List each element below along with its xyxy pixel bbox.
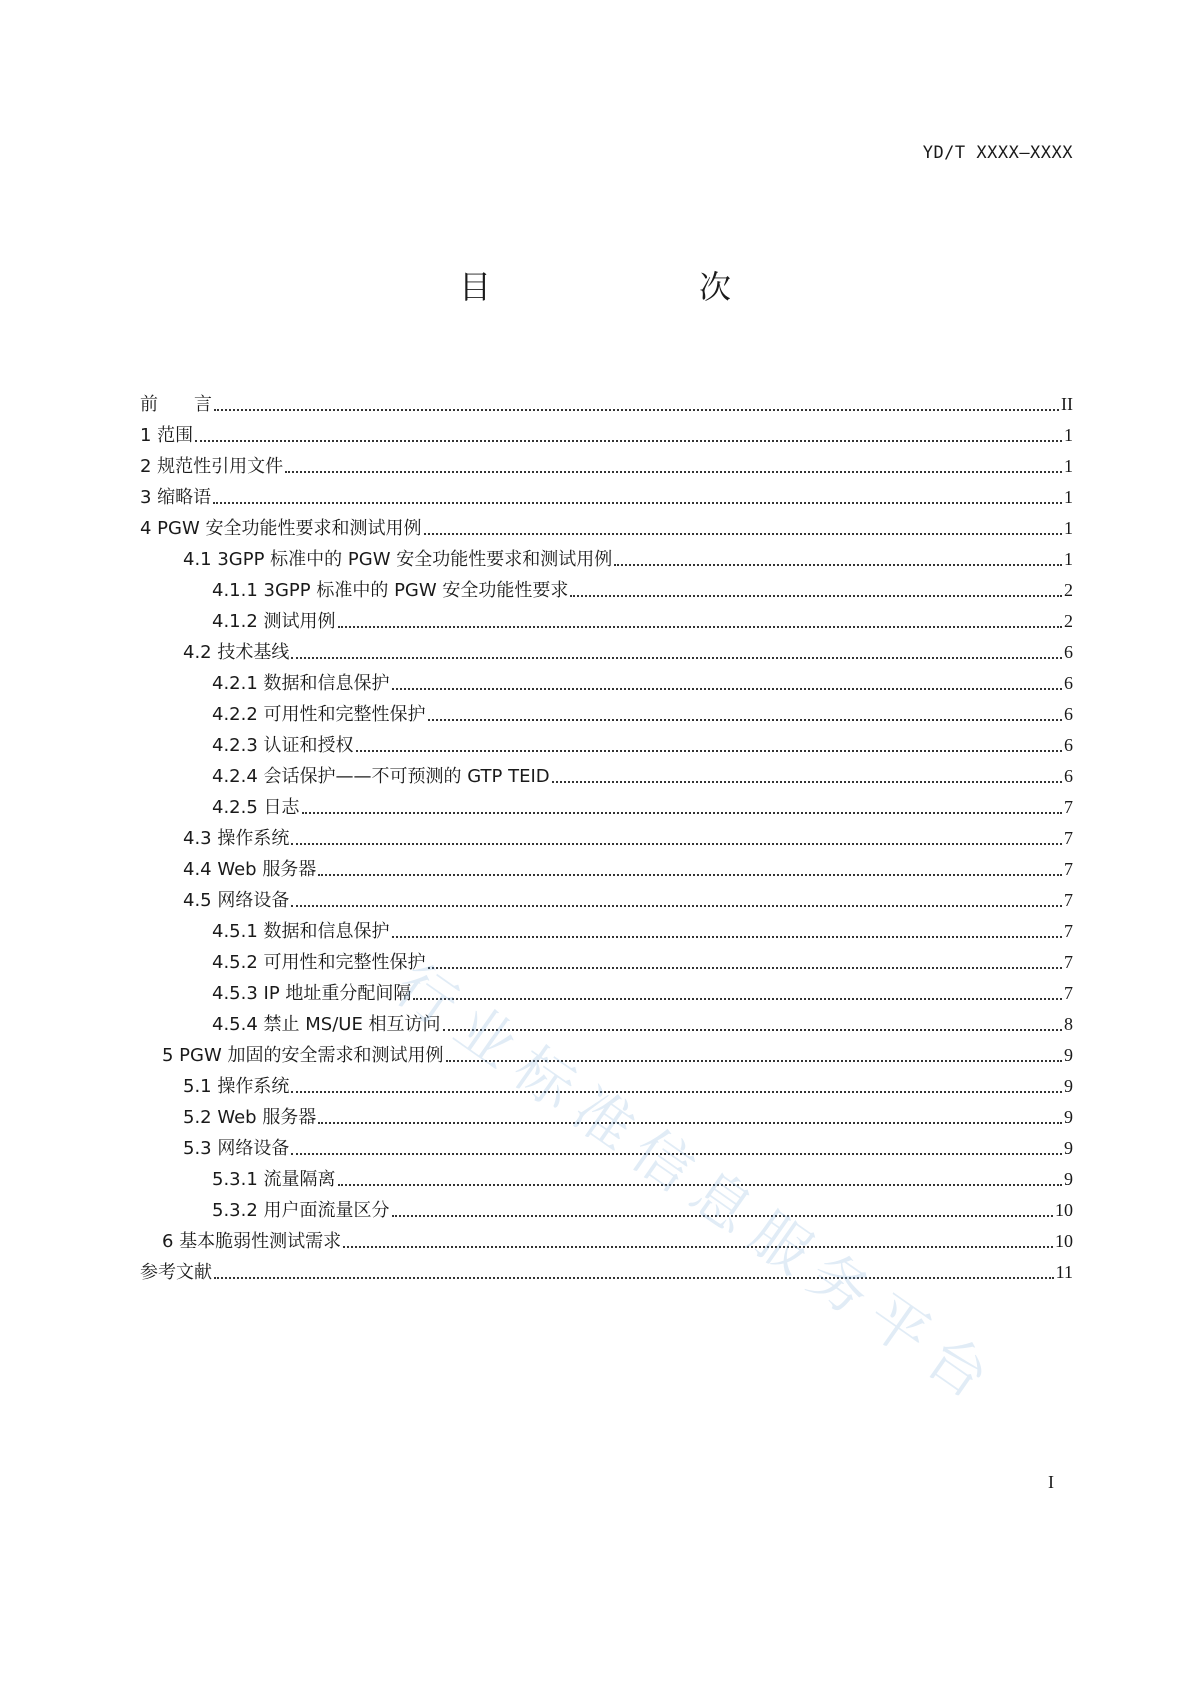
toc-entry-title: 4.5.1 数据和信息保护 bbox=[212, 921, 390, 942]
toc-leader-dots bbox=[413, 997, 1062, 1000]
toc-entry[interactable] bbox=[140, 1133, 1073, 1164]
toc-leader-dots bbox=[285, 470, 1062, 473]
toc-entry-page: 7 bbox=[1064, 921, 1073, 941]
toc-entry-title: 4.3 操作系统 bbox=[183, 828, 290, 849]
toc-leader-dots bbox=[614, 563, 1062, 566]
toc-leader-dots bbox=[291, 1090, 1062, 1093]
page-number: I bbox=[1048, 1472, 1054, 1492]
toc-entry-page: 10 bbox=[1055, 1200, 1073, 1220]
toc-leader-dots bbox=[570, 594, 1062, 597]
toc-entry-title: 5.2 Web 服务器 bbox=[183, 1107, 317, 1128]
toc-entry-title: 5.3.1 流量隔离 bbox=[212, 1169, 336, 1190]
toc-entry-page: 9 bbox=[1064, 1169, 1073, 1189]
toc-entry-page: 7 bbox=[1064, 890, 1073, 910]
toc-entry-title: 4 PGW 安全功能性要求和测试用例 bbox=[140, 518, 422, 539]
toc-entry[interactable] bbox=[140, 1195, 1073, 1226]
toc-entry-title: 4.2 技术基线 bbox=[183, 642, 290, 663]
toc-entry[interactable] bbox=[140, 668, 1073, 699]
toc-leader-dots bbox=[428, 966, 1062, 969]
toc-entry-title: 5 PGW 加固的安全需求和测试用例 bbox=[162, 1045, 444, 1066]
toc-entry[interactable] bbox=[140, 730, 1073, 761]
toc-entry[interactable] bbox=[140, 637, 1073, 668]
toc-leader-dots bbox=[291, 904, 1062, 907]
toc-entry[interactable] bbox=[140, 420, 1073, 451]
toc-entry-title: 4.2.1 数据和信息保护 bbox=[212, 673, 390, 694]
toc-entry-title: 5.3 网络设备 bbox=[183, 1138, 290, 1159]
toc-leader-dots bbox=[318, 873, 1062, 876]
toc-entry[interactable] bbox=[140, 544, 1073, 575]
toc-entry-page: 1 bbox=[1064, 487, 1073, 507]
toc-leader-dots bbox=[356, 749, 1062, 752]
toc-entry[interactable] bbox=[140, 854, 1073, 885]
toc-leader-dots bbox=[338, 1183, 1062, 1186]
toc-entry-title: 5.3.2 用户面流量区分 bbox=[212, 1200, 390, 1221]
toc-entry-page: 6 bbox=[1064, 766, 1073, 786]
toc-entry-page: 1 bbox=[1064, 518, 1073, 538]
toc-entry[interactable] bbox=[140, 389, 1073, 420]
toc-leader-dots bbox=[424, 532, 1063, 535]
toc-entry[interactable] bbox=[140, 482, 1073, 513]
toc-leader-dots bbox=[443, 1028, 1062, 1031]
toc-leader-dots bbox=[214, 408, 1059, 411]
toc-entry[interactable] bbox=[140, 451, 1073, 482]
toc-entry-page: 9 bbox=[1064, 1107, 1073, 1127]
toc-entry-title: 4.2.5 日志 bbox=[212, 797, 300, 818]
toc-entry-title: 4.2.2 可用性和完整性保护 bbox=[212, 704, 426, 725]
toc-entry[interactable] bbox=[140, 1257, 1073, 1288]
toc-leader-dots bbox=[428, 718, 1062, 721]
toc-entry[interactable] bbox=[140, 1226, 1073, 1257]
toc-entry-page: 8 bbox=[1064, 1014, 1073, 1034]
toc-entry-title: 3 缩略语 bbox=[140, 487, 212, 508]
toc-entry[interactable] bbox=[140, 885, 1073, 916]
toc-entry-page: 1 bbox=[1064, 456, 1073, 476]
toc-entry-page: 6 bbox=[1064, 642, 1073, 662]
toc-entry[interactable] bbox=[140, 1164, 1073, 1195]
toc-leader-dots bbox=[318, 1121, 1062, 1124]
toc-entry-page: 2 bbox=[1064, 580, 1073, 600]
toc-entry[interactable] bbox=[140, 947, 1073, 978]
toc-leader-dots bbox=[214, 1276, 1054, 1279]
document-code: YD/T XXXX—XXXX bbox=[922, 143, 1073, 163]
toc-entry-page: 7 bbox=[1064, 859, 1073, 879]
toc-entry[interactable] bbox=[140, 1102, 1073, 1133]
toc-entry-page: 9 bbox=[1064, 1076, 1073, 1096]
toc-entry[interactable] bbox=[140, 978, 1073, 1009]
toc-entry-page: 2 bbox=[1064, 611, 1073, 631]
toc-leader-dots bbox=[213, 501, 1062, 504]
toc-entry-page: 9 bbox=[1064, 1045, 1073, 1065]
toc-leader-dots bbox=[195, 439, 1062, 442]
toc-entry[interactable] bbox=[140, 761, 1073, 792]
toc-entry[interactable] bbox=[140, 575, 1073, 606]
toc-entry-title: 4.1 3GPP 标准中的 PGW 安全功能性要求和测试用例 bbox=[183, 549, 613, 570]
toc-leader-dots bbox=[291, 1152, 1062, 1155]
toc-entry-page: 11 bbox=[1055, 1262, 1073, 1282]
toc-entry[interactable] bbox=[140, 792, 1073, 823]
watermark: 行业标准信息服务平台 bbox=[383, 950, 1013, 1420]
toc-entry-page: 7 bbox=[1064, 983, 1073, 1003]
toc-leader-dots bbox=[291, 842, 1062, 845]
toc-entry[interactable] bbox=[140, 823, 1073, 854]
toc-entry[interactable] bbox=[140, 916, 1073, 947]
toc-entry[interactable] bbox=[140, 1040, 1073, 1071]
toc-entry-title: 1 范围 bbox=[140, 425, 194, 446]
toc-entry-page: 10 bbox=[1055, 1231, 1073, 1251]
toc-entry-page: 7 bbox=[1064, 797, 1073, 817]
toc-entry-title: 参考文献 bbox=[140, 1262, 212, 1283]
toc-entry[interactable] bbox=[140, 606, 1073, 637]
toc-entry-title: 4.5 网络设备 bbox=[183, 890, 290, 911]
toc-entry-page: 7 bbox=[1064, 828, 1073, 848]
table-of-contents bbox=[140, 389, 1073, 1288]
toc-entry-page: 6 bbox=[1064, 735, 1073, 755]
toc-entry-title: 6 基本脆弱性测试需求 bbox=[162, 1231, 342, 1252]
toc-leader-dots bbox=[392, 1214, 1053, 1217]
toc-entry-title: 4.2.3 认证和授权 bbox=[212, 735, 354, 756]
toc-entry-page: 6 bbox=[1064, 673, 1073, 693]
toc-leader-dots bbox=[302, 811, 1062, 814]
toc-leader-dots bbox=[392, 687, 1062, 690]
toc-leader-dots bbox=[291, 656, 1062, 659]
toc-entry-page: 7 bbox=[1064, 952, 1073, 972]
toc-entry-title: 4.5.4 禁止 MS/UE 相互访问 bbox=[212, 1014, 441, 1035]
page-title: 目 次 bbox=[458, 268, 779, 306]
toc-leader-dots bbox=[343, 1245, 1053, 1248]
toc-entry-title: 4.5.2 可用性和完整性保护 bbox=[212, 952, 426, 973]
toc-entry-title: 4.5.3 IP 地址重分配间隔 bbox=[212, 983, 412, 1004]
toc-leader-dots bbox=[338, 625, 1062, 628]
toc-entry[interactable] bbox=[140, 699, 1073, 730]
toc-entry-title: 4.1.2 测试用例 bbox=[212, 611, 336, 632]
toc-entry-page: II bbox=[1061, 394, 1073, 414]
toc-entry-title: 2 规范性引用文件 bbox=[140, 456, 284, 477]
toc-entry[interactable] bbox=[140, 513, 1073, 544]
toc-entry[interactable] bbox=[140, 1009, 1073, 1040]
toc-entry-page: 9 bbox=[1064, 1138, 1073, 1158]
toc-entry-page: 6 bbox=[1064, 704, 1073, 724]
toc-entry-page: 1 bbox=[1064, 425, 1073, 445]
toc-entry-title: 前 言 bbox=[140, 394, 212, 415]
toc-entry-page: 1 bbox=[1064, 549, 1073, 569]
toc-leader-dots bbox=[446, 1059, 1063, 1062]
toc-entry-title: 4.1.1 3GPP 标准中的 PGW 安全功能性要求 bbox=[212, 580, 569, 601]
toc-entry-title: 5.1 操作系统 bbox=[183, 1076, 290, 1097]
toc-entry-title: 4.2.4 会话保护——不可预测的 GTP TEID bbox=[212, 766, 550, 787]
toc-leader-dots bbox=[392, 935, 1062, 938]
toc-entry[interactable] bbox=[140, 1071, 1073, 1102]
toc-leader-dots bbox=[552, 780, 1062, 783]
toc-entry-title: 4.4 Web 服务器 bbox=[183, 859, 317, 880]
